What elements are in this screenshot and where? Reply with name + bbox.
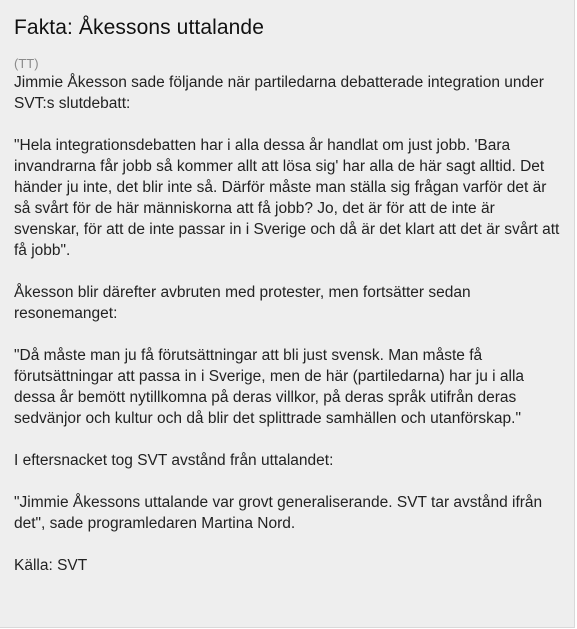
agency-tag: (TT) xyxy=(14,56,39,71)
intro-paragraph: Jimmie Åkesson sade följande när partiledarna debatterade integration under SVT:s slutdebatt: xyxy=(14,74,544,112)
quote-paragraph: "Då måste man ju få förutsättningar att bli just svensk. Man måste få förutsättningar att passa in i Sverige, men de här (partiledarna) har ju i alla dessa år bemött nytillkomna på deras villkor, på deras språk utifrån deras sedvänjor och kultur och då blir det splittrade samhällen och utanförskap." xyxy=(14,347,525,427)
svt-statement-paragraph: "Jimmie Åkessons uttalande var grovt generaliserande. SVT tar avstånd ifrån det", sade programledaren Martina Nord. xyxy=(14,494,543,532)
fact-box-body xyxy=(14,72,564,576)
fact-box-title: Fakta: Åkessons uttalande xyxy=(14,16,264,39)
quote-paragraph: "Hela integrationsdebatten har i alla dessa år handlat om just jobb. 'Bara invandrarna får jobb så kommer allt att lösa sig' har alla de här sagt alltid. Det händer ju inte, det blir inte så. Därför måste man ställa sig frågan varför det är så svårt för de här människorna att få jobb? Jo, det är för att de inte är svenskar, för att de inte passar in i Sverige och då är det klart att det är svårt att få jobb". xyxy=(14,137,560,259)
narration-paragraph: I eftersnacket tog SVT avstånd från uttalandet: xyxy=(14,452,334,469)
narration-paragraph: Åkesson blir därefter avbruten med protester, men fortsätter sedan resonemanget: xyxy=(14,284,471,322)
source-credit: Källa: SVT xyxy=(14,557,88,574)
